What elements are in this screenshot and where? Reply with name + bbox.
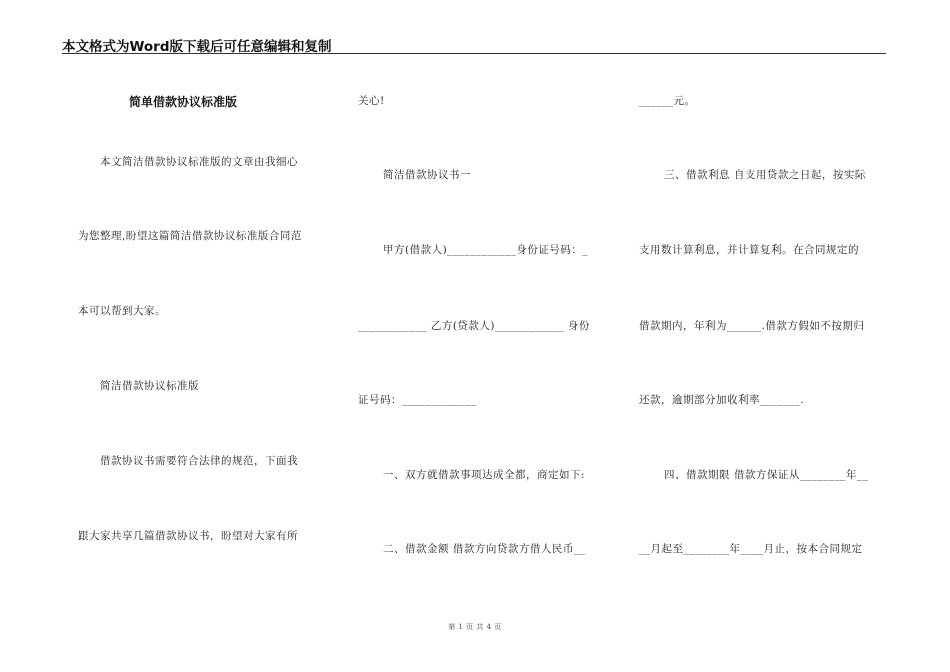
col3-line-3: 支用数计算利息，并计算复利。在合同规定的	[639, 244, 859, 256]
col1-line-4: 简洁借款协议标准版	[100, 380, 199, 392]
col2-line-5: 证号码：_____________	[358, 394, 477, 406]
col1-line-5: 借款协议书需要符合法律的规范，下面我	[100, 455, 298, 467]
col2-line-3: 甲方(借款人)____________身份证号码：_	[383, 244, 588, 256]
col3-line-1: ______元。	[639, 95, 696, 107]
col2-line-1: 关心!	[358, 95, 385, 107]
col3-line-2: 三、借款利息 自支用贷款之日起，按实际	[664, 169, 866, 181]
col2-line-4: ____________ 乙方(贷款人)____________ 身份	[358, 320, 590, 332]
download-notice-header: 本文格式为Word版下载后可任意编辑和复制	[62, 39, 332, 55]
col1-line-6: 跟大家共享几篇借款协议书，盼望对大家有所	[78, 530, 298, 542]
col1-line-2: 为您整理,盼望这篇简洁借款协议标准版合同范	[78, 230, 302, 242]
col3-line-6: 四、借款期限 借款方保证从________年__	[664, 469, 869, 481]
page-indicator: 第 1 页 共 4 页	[448, 623, 502, 631]
col2-line-2: 简洁借款协议书一	[383, 169, 471, 181]
col3-line-7: __月起至________年____月止，按本合同规定	[639, 543, 863, 555]
col2-line-6: 一、双方就借款事项达成全都，商定如下:	[383, 469, 586, 481]
col3-line-4: 借款期内，年利为______.借款方假如不按期归	[639, 320, 865, 332]
col1-line-3: 本可以帮到大家。	[78, 305, 166, 317]
col2-line-7: 二、借款金额 借款方向贷款方借人民币__	[383, 543, 586, 555]
document-title: 简单借款协议标准版	[129, 95, 238, 109]
header-divider	[62, 53, 886, 54]
col1-line-1: 本文简洁借款协议标准版的文章由我细心	[100, 156, 298, 168]
col3-line-5: 还款，逾期部分加收利率_______.	[639, 394, 805, 406]
